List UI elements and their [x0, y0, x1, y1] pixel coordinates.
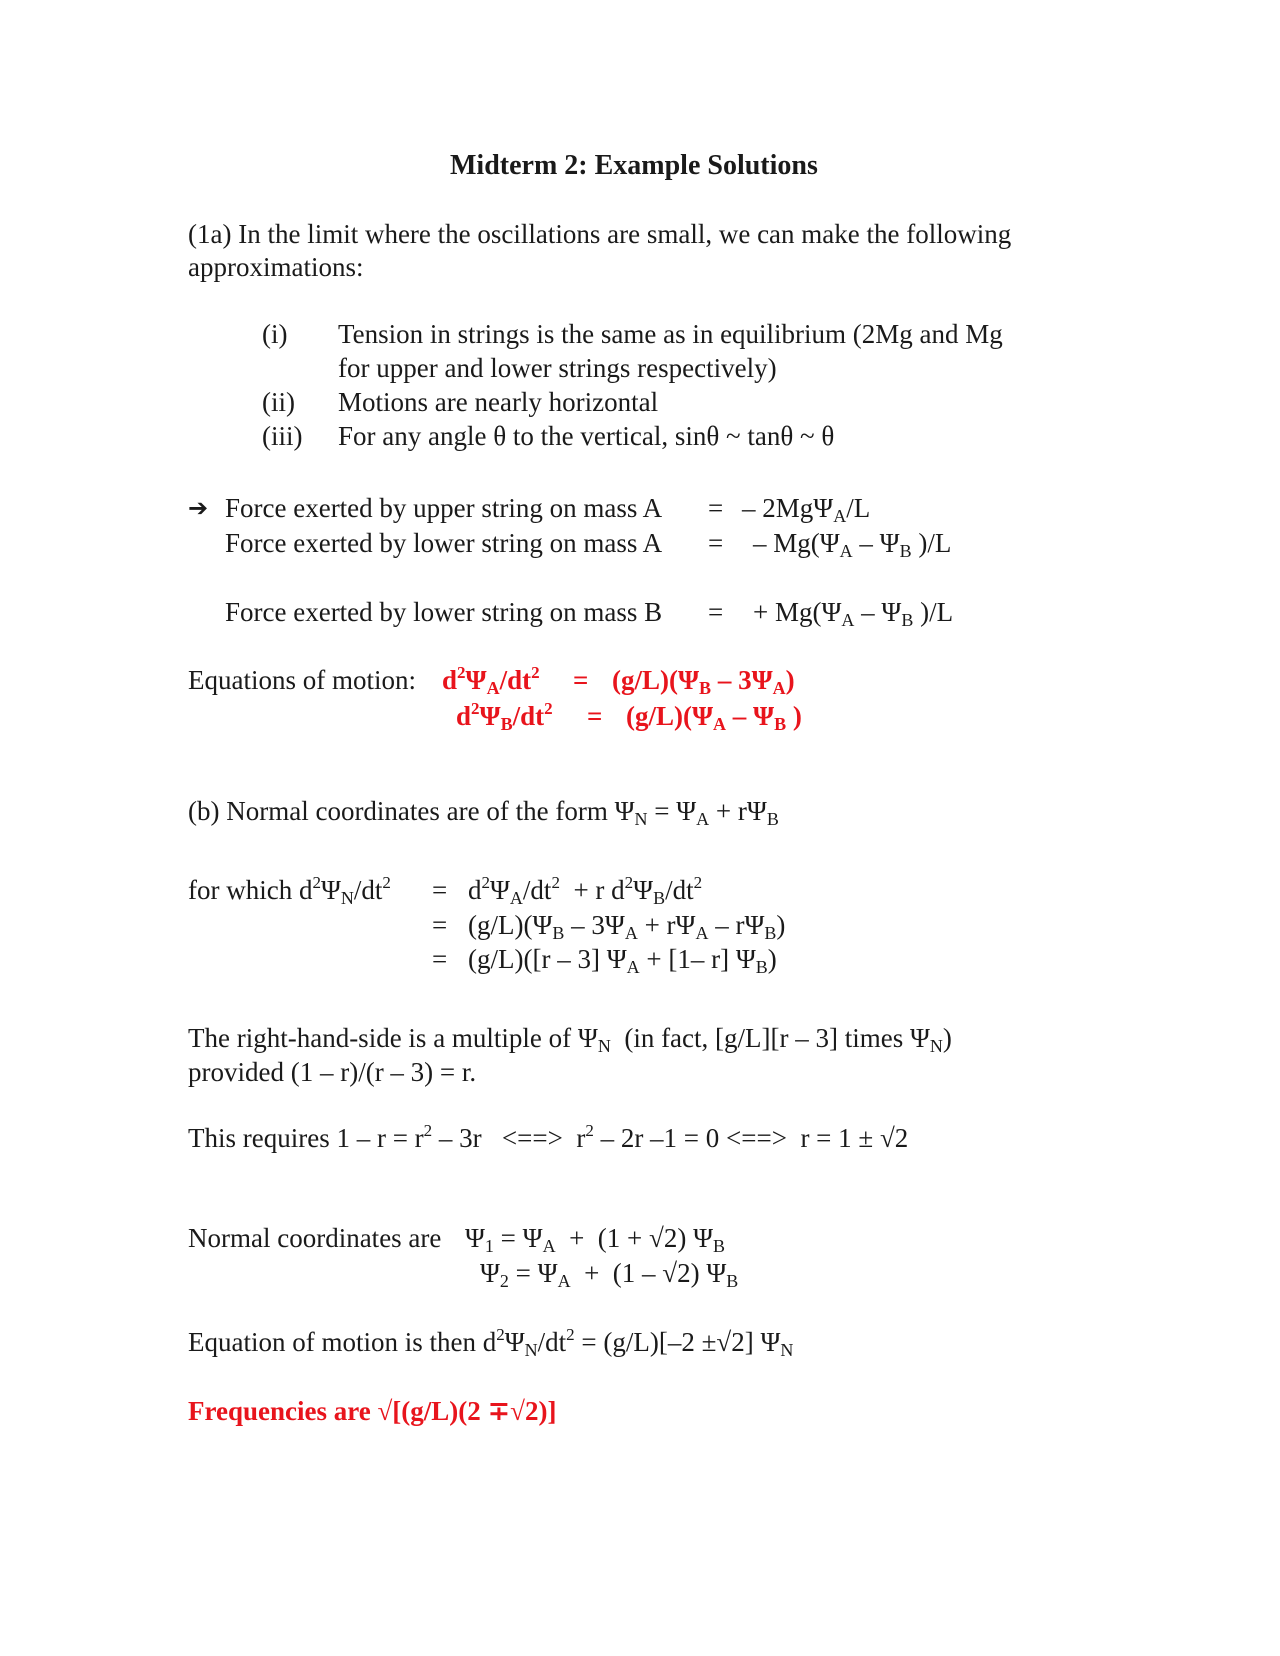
item-number-i: (i) [262, 319, 288, 349]
deriv-1-rhs: $d^2\Psi_A/dt^2 + r$ $d^2\Psi_B/dt^2$ [468, 873, 703, 908]
part-a-intro-line1: (1a) In the limit where the oscillations are small, we can make the following [188, 219, 1012, 249]
eom-label: Equations of motion: [188, 665, 416, 695]
eom-a-lhs: $d^2\Psi_A/dt^2$ [442, 663, 540, 698]
item-iii-line1: For any angle θ to the vertical, sinθ ~ tanθ ~ θ [338, 421, 835, 451]
item-number-ii: (ii) [262, 387, 295, 417]
force-2-value: – $Mg(\Psi_A - \Psi_B$ )/L [753, 528, 952, 561]
arrow-right-icon: ➔ [188, 494, 209, 522]
item-ii-line1: Motions are nearly horizontal [338, 387, 659, 417]
force-3-equals: = [708, 597, 724, 627]
force-2-label: Force exerted by lower string on mass A [225, 528, 663, 558]
force-1-label: Force exerted by upper string on mass A [225, 493, 663, 523]
rhs-multiple-line2: provided (1 – r)/(r – 3) = r. [188, 1057, 477, 1087]
eom-b-lhs: $d^2\Psi_B/dt^2$ [456, 699, 553, 734]
deriv-2-rhs: $(g/L)(\Psi_B - 3\Psi_A + r\Psi_A - r\Psi_B)$ [468, 910, 786, 943]
requires-line: This requires $1 - r = r^2 - 3r$ <==> $r^2 - 2r$ –1 = 0 <==> r = 1 ± √2 [188, 1121, 909, 1153]
item-number-iii: (iii) [262, 421, 303, 451]
eom-a-equals: = [573, 665, 589, 695]
deriv-3-rhs: (g/L)([r – 3] $\Psi_A + [1-$ r] $\Psi_B$) [468, 944, 777, 977]
force-1-equals: = [708, 493, 724, 523]
force-2-equals: = [708, 528, 724, 558]
normal-coord-2: $\Psi_2 = \Psi_A + (1 - √2)$ $\Psi_B$ [480, 1258, 739, 1291]
for-which-label: for which $d^2\Psi_N/dt^2$ [188, 873, 391, 908]
deriv-2-equals: = [432, 910, 448, 940]
deriv-1-equals: = [432, 875, 448, 905]
force-3-label: Force exerted by lower string on mass B [225, 597, 663, 627]
eom-then-line: Equation of motion is then $d^2\Psi_N/dt^2 = (g/L)[-2 \pm√2]$ $\Psi_N$ [188, 1325, 794, 1360]
force-3-value: + $Mg(\Psi_A - \Psi_B$ )/L [753, 597, 954, 630]
part-a-intro-line2: approximations: [188, 252, 364, 282]
eom-a-rhs: $(g/L)(\Psi_B - 3\Psi_A)$ [612, 665, 795, 698]
eom-b-equals: = [587, 701, 603, 731]
force-1-value: – 2MgΨ$_A$/L [742, 493, 871, 526]
normal-coord-1: $\Psi_1 = \Psi_A + (1 + √2)$ $\Psi_B$ [465, 1223, 726, 1256]
frequencies-result: Frequencies are √[(g/L)(2 ∓√2)] [188, 1396, 557, 1426]
part-b-intro: (b) Normal coordinates are of the form $\Psi_N = \Psi_A + r\Psi_B$ [188, 796, 779, 829]
item-i-line2: for upper and lower strings respectively) [338, 353, 777, 383]
rhs-multiple-line1: The right-hand-side is a multiple of $\Psi_N$ (in fact, [g/L][r – 3] times $\Psi_N$) [188, 1023, 952, 1056]
eom-b-rhs: $(g/L)(\Psi_A - \Psi_B$ ) [626, 701, 802, 734]
normal-coords-label: Normal coordinates are [188, 1223, 442, 1253]
item-i-line1: Tension in strings is the same as in equilibrium (2Mg and Mg [338, 319, 1003, 349]
deriv-3-equals: = [432, 944, 448, 974]
page-title: Midterm 2: Example Solutions [450, 150, 818, 181]
